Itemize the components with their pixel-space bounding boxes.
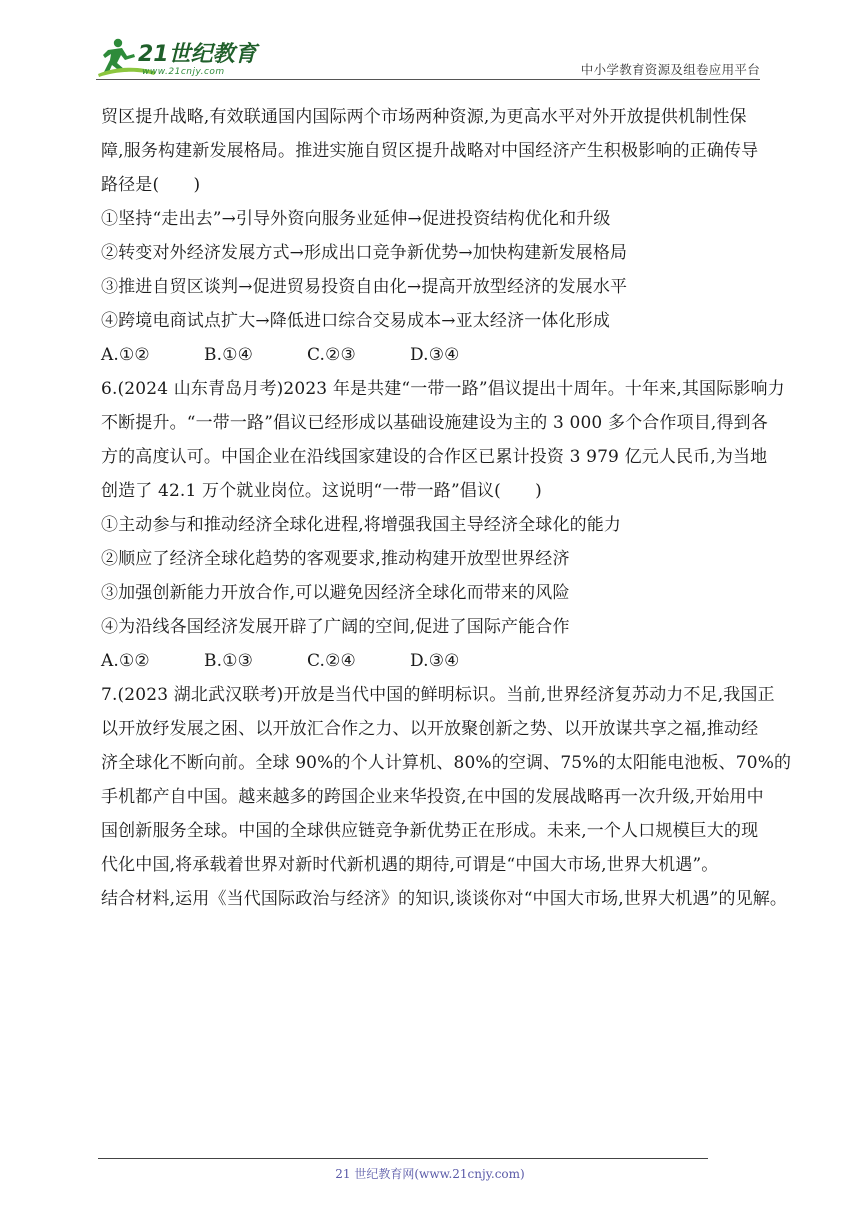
q6-item: ④为沿线各国经济发展开辟了广阔的空间,促进了国际产能合作: [101, 617, 570, 637]
q7-stem-line: 济全球化不断向前。全球 90%的个人计算机、80%的空调、75%的太阳能电池板、70%的: [101, 753, 792, 773]
q5-item: ③推进自贸区谈判→促进贸易投资自由化→提高开放型经济的发展水平: [101, 277, 628, 297]
svg-text:www.21cnjy.com: www.21cnjy.com: [142, 67, 225, 77]
q6-item: ①主动参与和推动经济全球化进程,将增强我国主导经济全球化的能力: [101, 515, 622, 535]
q6-stem-line: 6.(2024 山东青岛月考)2023 年是共建“一带一路”倡议提出十周年。十年来,其国际影响力: [101, 379, 785, 399]
q7-stem-line: 代化中国,将承载着世界对新时代新机遇的期待,可谓是“中国大市场,世界大机遇”。: [101, 855, 719, 875]
question-content: [101, 100, 792, 916]
q5-stem-line: 贸区提升战略,有效联通国内国际两个市场两种资源,为更高水平对外开放提供机制性保: [101, 107, 747, 127]
q7-stem-line: 国创新服务全球。中国的全球供应链竞争新优势正在形成。未来,一个人口规模巨大的现: [101, 821, 759, 841]
q6-option-d: D.③④: [410, 651, 460, 671]
q6-item: ②顺应了经济全球化趋势的客观要求,推动构建开放型世界经济: [101, 549, 570, 569]
q7-stem-line: 7.(2023 湖北武汉联考)开放是当代中国的鲜明标识。当前,世界经济复苏动力不足,我国正: [101, 685, 775, 705]
q6-stem-line: 不断提升。“一带一路”倡议已经形成以基础设施建设为主的 3 000 多个合作项目,得到各: [101, 413, 768, 433]
q7-stem-line: 以开放纾发展之困、以开放汇合作之力、以开放聚创新之势、以开放谋共享之福,推动经: [101, 719, 759, 739]
site-logo: [96, 36, 266, 78]
page-header: [96, 36, 760, 82]
header-divider: [96, 79, 760, 80]
q6-option-c: C.②④: [307, 651, 356, 671]
svg-text:21世纪教育: 21世纪教育: [138, 42, 257, 67]
q5-item: ②转变对外经济发展方式→形成出口竞争新优势→加快构建新发展格局: [101, 243, 628, 263]
q5-option-d: D.③④: [410, 345, 460, 365]
footer-divider: [98, 1158, 708, 1159]
q5-option-c: C.②③: [307, 345, 356, 365]
q5-item: ①坚持“走出去”→引导外资向服务业延伸→促进投资结构优化和升级: [101, 209, 611, 229]
q6-stem-line: 创造了 42.1 万个就业岗位。这说明“一带一路”倡议( ): [101, 481, 542, 501]
q7-stem-line: 手机都产自中国。越来越多的跨国企业来华投资,在中国的发展战略再一次升级,开始用中: [101, 787, 764, 807]
q6-options: [101, 644, 765, 678]
q5-stem-line: 路径是( ): [101, 175, 201, 195]
header-platform-title: 中小学教育资源及组卷应用平台: [580, 62, 760, 77]
q5-options: [101, 338, 765, 372]
footer-site-link[interactable]: 21 世纪教育网(www.21cnjy.com): [335, 1167, 525, 1181]
q6-stem-line: 方的高度认可。中国企业在沿线国家建设的合作区已累计投资 3 979 亿元人民币,为当地: [101, 447, 768, 467]
q6-option-a: A.①②: [101, 651, 150, 671]
q6-option-b: B.①③: [204, 651, 253, 671]
q5-option-a: A.①②: [101, 345, 150, 365]
q5-item: ④跨境电商试点扩大→降低进口综合交易成本→亚太经济一体化形成: [101, 311, 610, 331]
q5-stem-line: 障,服务构建新发展格局。推进实施自贸区提升战略对中国经济产生积极影响的正确传导: [101, 141, 759, 161]
q7-prompt: 结合材料,运用《当代国际政治与经济》的知识,谈谈你对“中国大市场,世界大机遇”的见解。: [101, 889, 788, 909]
q5-option-b: B.①④: [204, 345, 253, 365]
q6-item: ③加强创新能力开放合作,可以避免因经济全球化而带来的风险: [101, 583, 570, 603]
